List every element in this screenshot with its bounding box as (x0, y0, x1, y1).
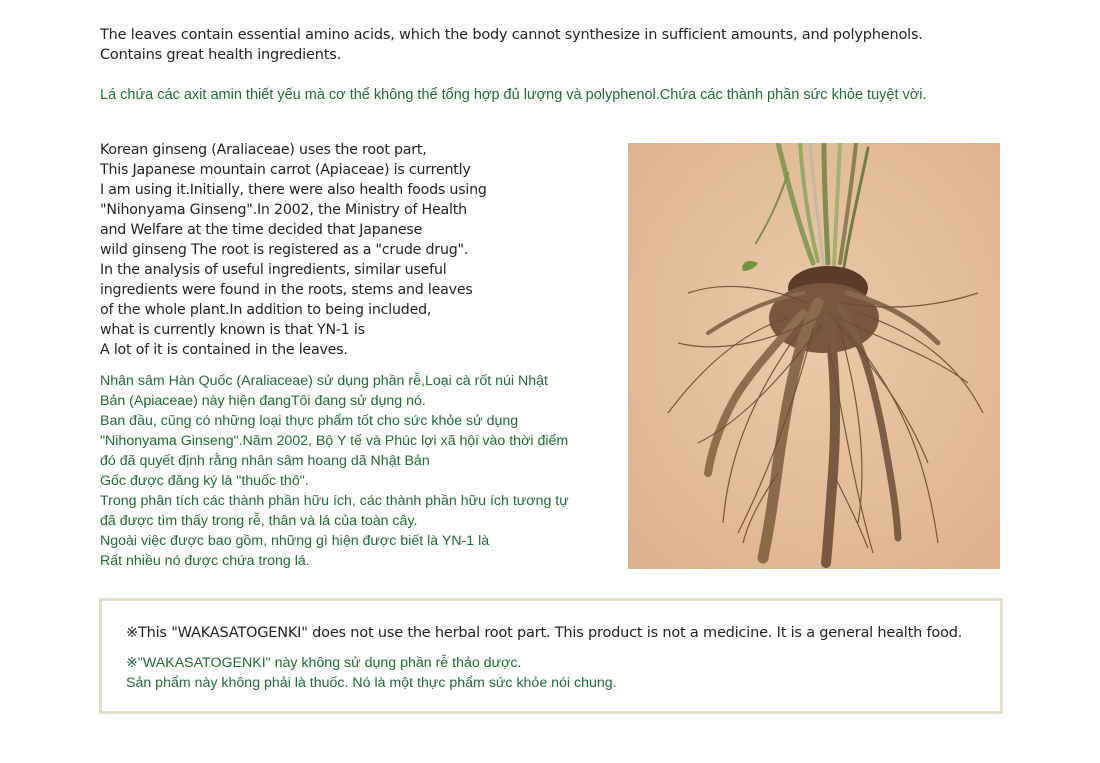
intro-english (100, 25, 1020, 65)
body-vietnamese-line: Bản (Apiaceae) này hiện đangTôi đang sử dụng nó. (100, 393, 426, 409)
body-english-line: "Nihonyama Ginseng".In 2002, the Ministry of Health (100, 202, 467, 218)
body-english-line: wild ginseng The root is registered as a "crude drug". (100, 242, 469, 258)
body-vietnamese-line: Ngoài việc được bao gồm, những gì hiện được biết là YN-1 là (100, 533, 490, 549)
body-vietnamese-line: đó đã quyết định rằng nhân sâm hoang dã Nhật Bản (100, 453, 430, 469)
body-english-line: I am using it.Initially, there were also health foods using (100, 182, 487, 198)
notice-english: ※This "WAKASATOGENKI" does not use the herbal root part. This product is not a medicine. It is a general health food. (126, 625, 963, 641)
body-english-line: This Japanese mountain carrot (Apiaceae) is currently (100, 162, 471, 178)
body-vietnamese-line: Rất nhiều nó được chứa trong lá. (100, 553, 310, 569)
body-vietnamese-line: Gốc được đăng ký là "thuốc thô". (100, 473, 309, 489)
body-vietnamese-line: Nhân sâm Hàn Quốc (Araliaceae) sử dụng phần rễ,Loại cà rốt núi Nhật (100, 373, 548, 389)
body-english-line: A lot of it is contained in the leaves. (100, 342, 348, 358)
notice-vietnamese-line: ※"WAKASATOGENKI" này không sử dụng phần rễ thảo dược. (126, 655, 522, 671)
notice-vietnamese (126, 653, 617, 693)
body-english-line: what is currently known is that YN-1 is (100, 322, 365, 338)
body-english-line: and Welfare at the time decided that Japanese (100, 222, 423, 238)
intro-english-line: The leaves contain essential amino acids, which the body cannot synthesize in sufficient amounts, and polyphenols. (100, 27, 923, 43)
body-vietnamese (100, 371, 620, 571)
body-english-line: ingredients were found in the roots, stems and leaves (100, 282, 473, 298)
body-english (100, 140, 600, 360)
intro-english-line: Contains great health ingredients. (100, 47, 341, 63)
body-vietnamese-line: Ban đầu, cũng có những loại thực phẩm tốt cho sức khỏe sử dụng (100, 413, 519, 429)
body-vietnamese-line: đã được tìm thấy trong rễ, thân và lá của toàn cây. (100, 513, 418, 529)
ginseng-root-photo (628, 143, 1000, 569)
notice-box (99, 598, 1003, 714)
body-english-line: In the analysis of useful ingredients, similar useful (100, 262, 447, 278)
root-illustration (628, 143, 1000, 569)
body-vietnamese-line: Trong phân tích các thành phần hữu ích, các thành phần hữu ích tương tự (100, 493, 569, 509)
intro-vietnamese: Lá chứa các axit amin thiết yếu mà cơ thể không thể tổng hợp đủ lượng và polyphenol.Chứa các thành phần sức khỏe tuyệt vời. (100, 87, 927, 103)
body-vietnamese-line: "Nihonyama Ginseng".Năm 2002, Bộ Y tế và Phúc lợi xã hội vào thời điểm (100, 433, 569, 449)
notice-vietnamese-line: Sản phẩm này không phải là thuốc. Nó là một thực phẩm sức khỏe nói chung. (126, 675, 617, 691)
body-english-line: Korean ginseng (Araliaceae) uses the root part, (100, 142, 427, 158)
body-english-line: of the whole plant.In addition to being included, (100, 302, 432, 318)
